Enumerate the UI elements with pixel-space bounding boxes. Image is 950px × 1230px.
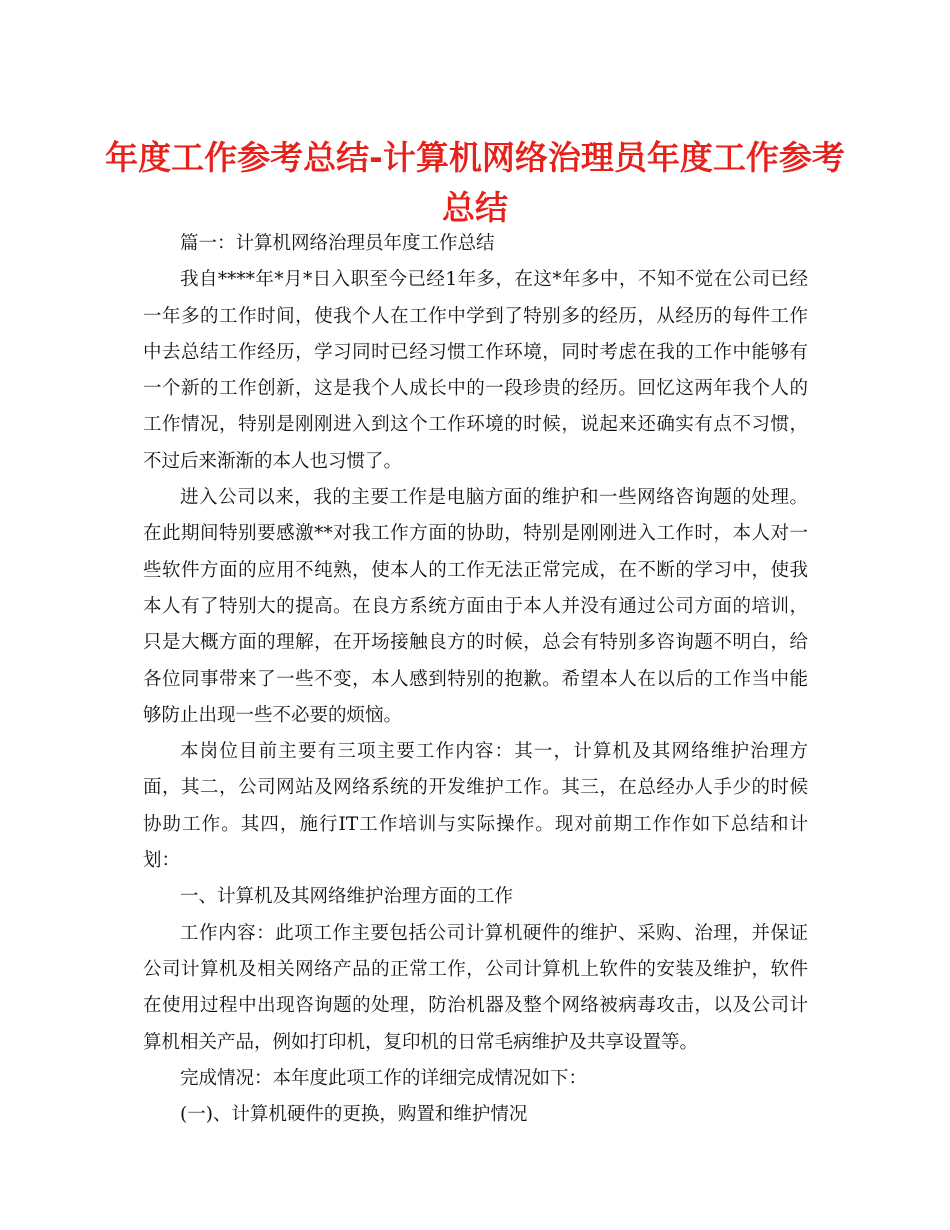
paragraph-subheading: (一)、计算机硬件的更换，购置和维护情况 bbox=[180, 1104, 528, 1126]
paragraph-section-heading: 篇一：计算机网络治理员年度工作总结 bbox=[180, 233, 495, 254]
document-body bbox=[143, 226, 808, 1133]
paragraph: 完成情况：本年度此项工作的详细完成情况如下： bbox=[180, 1067, 588, 1089]
paragraph: 我自****年*月*日入职至今已经1年多，在这*年多中，不知不觉在公司已经一年多的工作时间，使我个人在工作中学到了特别多的经历，从经历的每件工作中去总结工作经历，学习同时已经习惯工作环境，同时考虑在我的工作中能够有一个新的工作创新，这是我个人成长中的一段珍贵的经历。回忆这两年我个人的工作情况，特别是刚刚进入到这个工作环境的时候，说起来还确实有点不习惯，不过后来渐渐的本人也习惯了。 bbox=[143, 269, 808, 472]
paragraph-subheading: 一、计算机及其网络维护治理方面的工作 bbox=[180, 886, 514, 908]
document-title: 年度工作参考总结-计算机网络治理员年度工作参考总结 bbox=[105, 138, 845, 227]
paragraph: 工作内容：此项工作主要包括公司计算机硬件的维护、采购、治理，并保证公司计算机及相关网络产品的正常工作，公司计算机上软件的安装及维护，软件在使用过程中出现咨询题的处理，防治机器及整个网络被病毒攻击，以及公司计算机相关产品，例如打印机，复印机的日常毛病维护及共享设置等。 bbox=[143, 922, 808, 1053]
paragraph: 进入公司以来，我的主要工作是电脑方面的维护和一些网络咨询题的处理。在此期间特别要感激**对我工作方面的协助，特别是刚刚进入工作时，本人对一些软件方面的应用不纯熟，使本人的工作无法正常完成，在不断的学习中，使我本人有了特别大的提高。在良方系统方面由于本人并没有通过公司方面的培训，只是大概方面的理解，在开场接触良方的时候，总会有特别多咨询题不明白，给各位同事带来了一些不变，本人感到特别的抱歉。希望本人在以后的工作当中能够防止出现一些不必要的烦恼。 bbox=[143, 487, 808, 726]
paragraph: 本岗位目前主要有三项主要工作内容：其一，计算机及其网络维护治理方面，其二，公司网站及网络系统的开发维护工作。其三，在总经办人手少的时候协助工作。其四，施行IT工作培训与实际操作。现对前期工作作如下总结和计划： bbox=[143, 741, 808, 872]
